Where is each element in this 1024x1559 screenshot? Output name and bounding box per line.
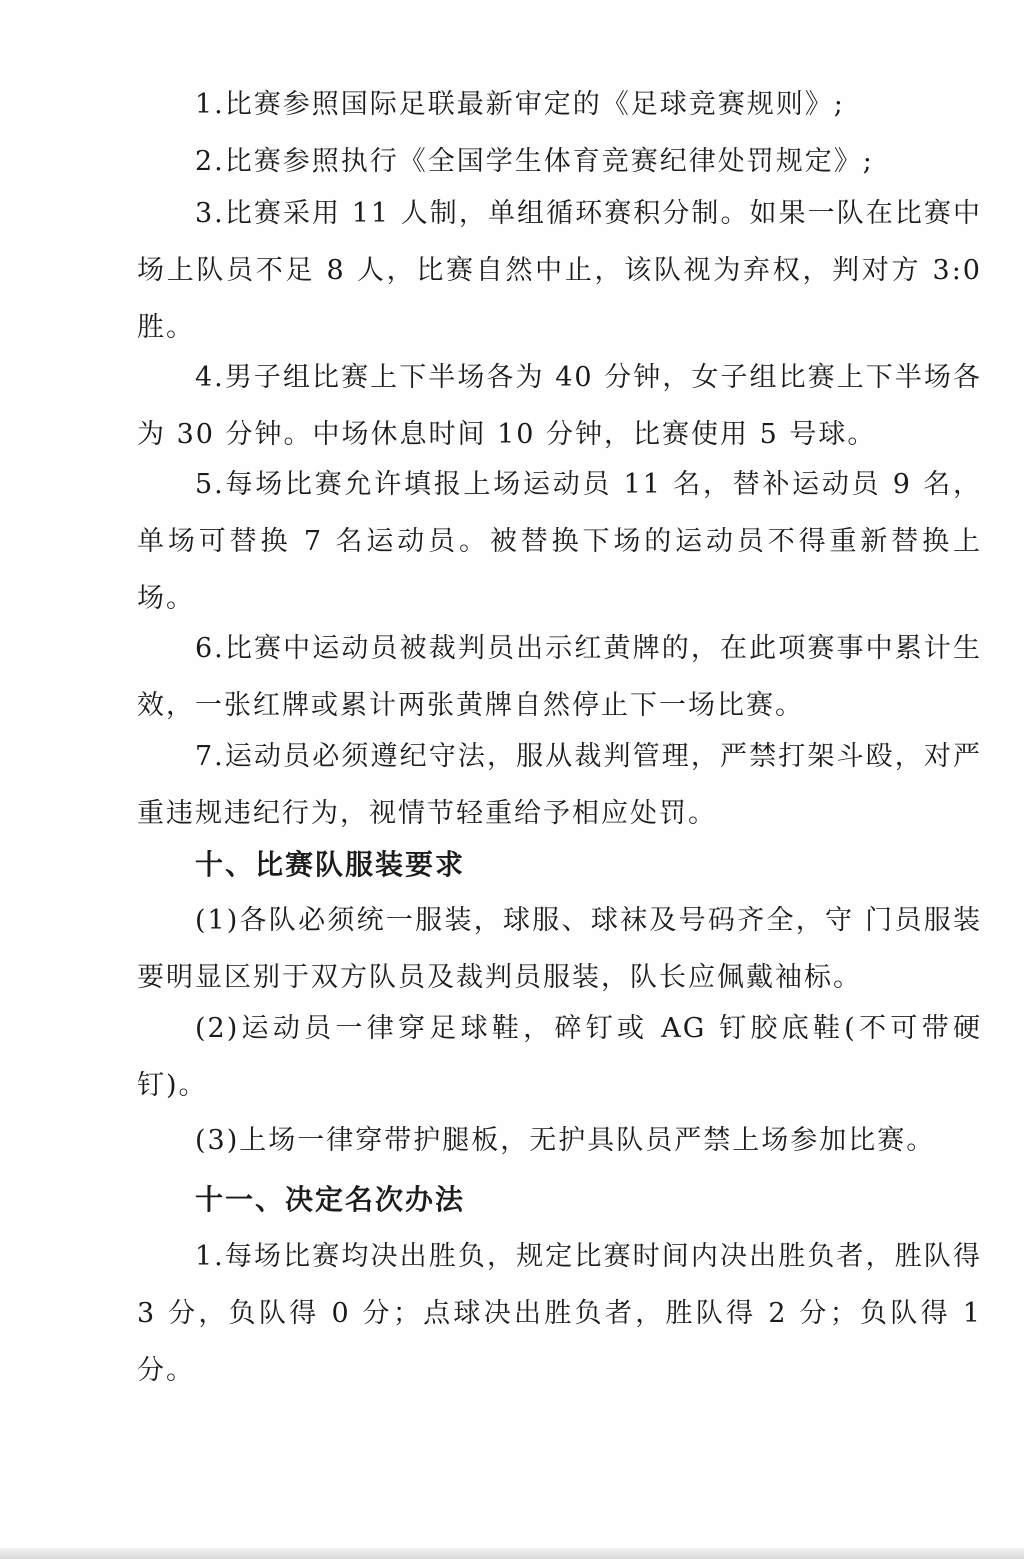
section-11-item-1: 1.每场比赛均决出胜负，规定比赛时间内决出胜负者，胜队得 3 分，负队得 0 分；点球决出胜负者，胜队得 2 分；负队得 1 分。 xyxy=(137,1241,982,1386)
rule-1: 1.比赛参照国际足联最新审定的《足球竞赛规则》; xyxy=(195,89,845,120)
rule-3: 3.比赛采用 11 人制，单组循环赛积分制。如果一队在比赛中场上队员不足 8 人，比赛自然中止，该队视为弃权，判对方 3:0 胜。 xyxy=(137,198,982,343)
rule-4: 4.男子组比赛上下半场各为 40 分钟，女子组比赛上下半场各为 30 分钟。中场休息时间 10 分钟，比赛使用 5 号球。 xyxy=(137,362,982,450)
section-11-heading: 十一、决定名次办法 xyxy=(195,1183,466,1216)
rule-5: 5.每场比赛允许填报上场运动员 11 名，替补运动员 9 名，单场可替换 7 名运动员。被替换下场的运动员不得重新替换上场。 xyxy=(137,469,982,614)
section-10-heading: 十、比赛队服装要求 xyxy=(195,848,466,881)
section-10-item-2: (2)运动员一律穿足球鞋，碎钉或 AG 钉胶底鞋(不可带硬钉)。 xyxy=(137,1013,982,1101)
rule-6: 6.比赛中运动员被裁判员出示红黄牌的，在此项赛事中累计生效，一张红牌或累计两张黄牌自然停止下一场比赛。 xyxy=(137,633,982,721)
rule-7: 7.运动员必须遵纪守法，服从裁判管理，严禁打架斗殴，对严重违规违纪行为，视情节轻重给予相应处罚。 xyxy=(137,741,982,829)
rule-2: 2.比赛参照执行《全国学生体育竞赛纪律处罚规定》; xyxy=(195,146,874,177)
section-10-item-1: (1)各队必须统一服装，球服、球袜及号码齐全，守 门员服装要明显区别于双方队员及裁判员服装，队长应佩戴袖标。 xyxy=(137,905,982,993)
page-bottom-edge xyxy=(0,1548,1024,1559)
section-10-item-3: (3)上场一律穿带护腿板，无护具队员严禁上场参加比赛。 xyxy=(195,1125,936,1156)
